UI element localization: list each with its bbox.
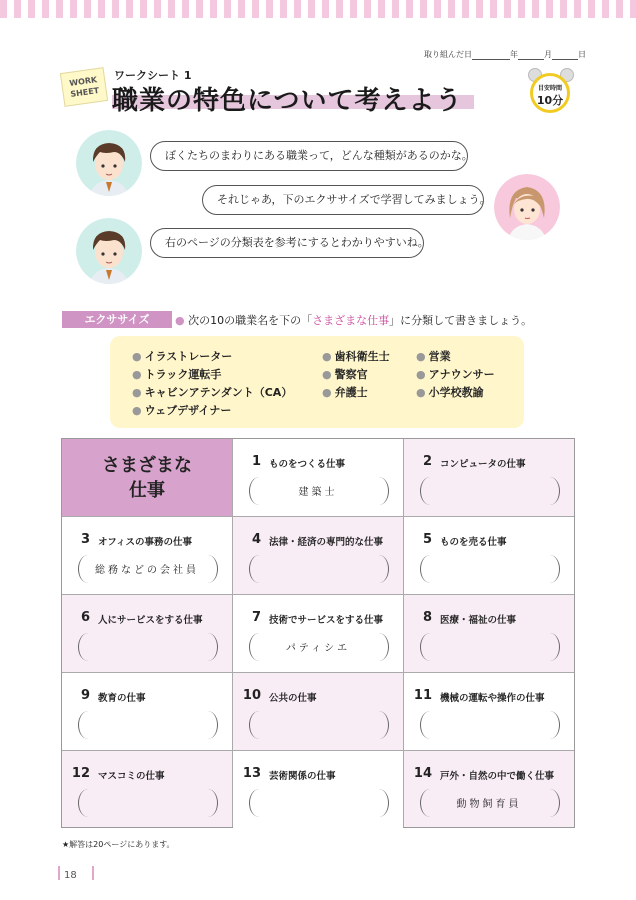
instruction-text-before: 次の10の職業名を下の「	[188, 314, 313, 327]
timer-label: 目安時間	[537, 85, 562, 92]
page-title: 職業の特色について考えよう	[112, 86, 463, 116]
table-divider	[232, 439, 233, 827]
table-title-cell	[62, 439, 232, 516]
footnote: ★解答は20ページにあります。	[62, 840, 175, 849]
work-sheet-badge	[60, 67, 108, 107]
worksheet-number: ワークシート 1	[114, 69, 192, 82]
page-number-bar-right	[92, 866, 94, 880]
speech-bubble-3	[150, 228, 429, 258]
category-cell: 13 芸術関係の仕事	[233, 751, 403, 828]
table-divider	[62, 750, 574, 751]
occupation-item: ● アナウンサー	[416, 368, 495, 381]
category-cell: 14 戸外・自然の中で働く仕事 動物飼育員	[404, 751, 574, 828]
answer-text: 動物飼育員	[456, 799, 522, 810]
occupation-item: ● キャビンアテンダント（CA）	[132, 386, 293, 399]
category-cell: 3 オフィスの事務の仕事 総務などの会社員	[62, 517, 232, 594]
answer-bracket[interactable]	[249, 711, 389, 739]
speech-bubble-2	[202, 185, 491, 215]
speech-text-1: ぼくたちのまわりにある職業って，どんな種類があるのかな。	[165, 149, 473, 162]
instruction-text-after: 」に分類して書きましょう。	[389, 314, 533, 327]
speech-text-3: 右のページの分類表を参考にするとわかりやすいね。	[165, 236, 429, 249]
day-blank[interactable]	[552, 59, 578, 60]
timer-value: 10分	[536, 94, 564, 107]
year-label: 年	[510, 50, 518, 59]
occupation-item: ● トラック運転手	[132, 368, 222, 381]
category-cell: 11 機械の運転や操作の仕事	[404, 673, 574, 750]
answer-text: 建築士	[298, 487, 338, 498]
answer-bracket[interactable]	[420, 633, 560, 661]
timer-icon	[530, 73, 570, 113]
category-cell: 6 人にサービスをする仕事	[62, 595, 232, 672]
classification-table	[61, 438, 575, 828]
badge-line-1: WORK	[68, 75, 98, 88]
month-blank[interactable]	[518, 59, 544, 60]
speech-text-2: それじゃあ，下のエクササイズで学習してみましょう。	[217, 193, 491, 206]
page-number-bar-left	[58, 866, 60, 880]
category-cell: 2 コンピュータの仕事	[404, 439, 574, 516]
occupation-item: ● 警察官	[322, 368, 368, 381]
instruction-highlight: さまざまな仕事	[312, 314, 390, 327]
year-blank[interactable]	[472, 59, 510, 60]
category-cell: 7 技術でサービスをする仕事 パティシエ	[233, 595, 403, 672]
answer-text: 総務などの会社員	[95, 565, 199, 576]
category-cell: 12 マスコミの仕事	[62, 751, 232, 828]
top-stripe-band	[0, 0, 636, 18]
table-divider	[62, 594, 574, 595]
occupation-item: ● イラストレーター	[132, 350, 233, 363]
category-cell: 1 ものをつくる仕事 建築士	[233, 439, 403, 516]
occupation-word-box	[110, 336, 524, 428]
occupation-item: ● 歯科衛生士	[322, 350, 390, 363]
completion-date	[424, 49, 586, 60]
occupation-item: ● 小学校教諭	[416, 386, 484, 399]
answer-bracket[interactable]	[78, 789, 218, 817]
table-divider	[62, 516, 574, 517]
category-cell: 5 ものを売る仕事	[404, 517, 574, 594]
category-cell: 4 法律・経済の専門的な仕事	[233, 517, 403, 594]
table-title-line-2: 仕事	[129, 480, 165, 501]
exercise-label: エクササイズ	[62, 311, 172, 328]
occupation-item: ● ウェブデザイナー	[132, 404, 232, 417]
speech-bubble-1	[150, 141, 473, 171]
page-number: 18	[64, 870, 77, 881]
category-cell: 10 公共の仕事	[233, 673, 403, 750]
completion-date-label: 取り組んだ日	[424, 50, 472, 59]
table-title-line-1: さまざまな	[102, 455, 192, 476]
answer-bracket[interactable]	[78, 711, 218, 739]
table-divider	[403, 439, 404, 827]
badge-line-2: SHEET	[69, 85, 100, 99]
month-label: 月	[544, 50, 552, 59]
answer-bracket[interactable]	[249, 555, 389, 583]
answer-bracket[interactable]	[420, 711, 560, 739]
boy-avatar	[76, 130, 142, 196]
table-divider	[62, 672, 574, 673]
boy-avatar-2	[76, 218, 142, 284]
answer-bracket[interactable]	[420, 555, 560, 583]
answer-bracket[interactable]	[78, 633, 218, 661]
occupation-item: ● 営業	[416, 350, 451, 363]
exercise-instruction: ● 次の10の職業名を下の「さまざまな仕事」に分類して書きましょう。	[175, 314, 533, 327]
category-cell: 8 医療・福祉の仕事	[404, 595, 574, 672]
answer-bracket[interactable]	[420, 477, 560, 505]
category-cell: 9 教育の仕事	[62, 673, 232, 750]
answer-text: パティシエ	[285, 643, 351, 654]
day-label: 日	[578, 50, 586, 59]
answer-bracket[interactable]	[249, 789, 389, 817]
girl-avatar	[494, 174, 560, 240]
occupation-item: ● 弁護士	[322, 386, 368, 399]
